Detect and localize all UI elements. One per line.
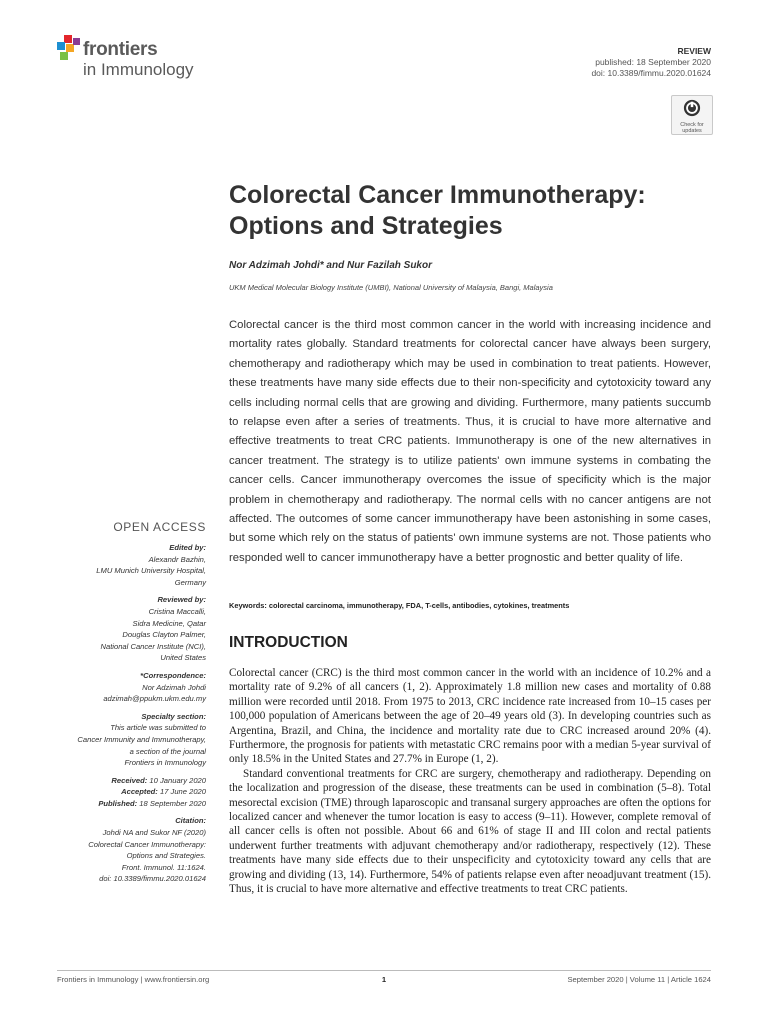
correspondence-email[interactable]: adzimah@ppukm.ukm.edu.my xyxy=(103,694,206,704)
specialty-section-heading: Specialty section: xyxy=(141,711,206,721)
published-date: published: 18 September 2020 xyxy=(595,57,711,67)
article-title: Colorectal Cancer Immunotherapy: Options and Strategies xyxy=(229,181,646,240)
journal-name-line1: frontiers xyxy=(83,39,158,60)
edited-by-heading: Edited by: xyxy=(169,543,206,552)
keywords-text: colorectal carcinoma, immunotherapy, FDA, T-cells, antibodies, cytokines, treatments xyxy=(268,601,570,610)
open-access-label: OPEN ACCESS xyxy=(113,520,206,534)
reviewer-line: United States xyxy=(160,653,206,663)
correspondence-name: Nor Adzimah Johdi xyxy=(142,682,206,692)
keywords-label: Keywords: xyxy=(229,601,267,610)
citation-heading: Citation: xyxy=(175,816,206,826)
article-type: REVIEW xyxy=(677,46,711,56)
article-meta xyxy=(591,46,711,79)
correspondence-heading: *Correspondence: xyxy=(140,670,206,680)
published-date-sidebar: Published: 18 September 2020 xyxy=(98,798,206,808)
affiliation: UKM Medical Molecular Biology Institute (UMBI), National University of Malaysia, Bangi, Malaysia xyxy=(229,283,553,292)
keywords xyxy=(229,601,569,610)
accepted-date: Accepted: 17 June 2020 xyxy=(121,787,206,797)
author-list[interactable]: Nor Adzimah Johdi* and Nur Fazilah Sukor xyxy=(229,260,432,271)
introduction-body xyxy=(229,666,711,897)
specialty-line: Cancer Immunity and Immunotherapy, xyxy=(77,734,206,744)
section-heading-introduction: INTRODUCTION xyxy=(229,634,348,651)
footer-journal-link[interactable]: Frontiers in Immunology | www.frontiersin.org xyxy=(57,975,210,984)
journal-name-line2: in Immunology xyxy=(83,60,194,79)
doi-link[interactable]: doi: 10.3389/fimmu.2020.01624 xyxy=(591,68,711,78)
footer-issue-info: September 2020 | Volume 11 | Article 1624 xyxy=(567,975,711,984)
check-updates-label: Check for updates xyxy=(680,122,704,134)
journal-logo[interactable] xyxy=(57,35,217,83)
body-paragraph: Standard conventional treatments for CRC are surgery, chemotherapy and radiotherapy. Depending on the localization and progression of the disease, these treatments can be used in combination (5–8). Total mesorectal excision (TME) through laparoscopic and transanal surgery approaches are often the options for localized cancer and whenever the tumor location is easy to access (9–11). However, complete removal of all cancer cells is often not possible. About 66 and 61% of stage II and III colon and rectal patients underwent further treatments with adjuvant chemotherapy and/or radiotherapy, respectively (12). These treatments have many side effects due to their unspecificity and cytotoxicity toward any cells that are growing and dividing (13, 14). Furthermore, 54% of patients relapse even after neoadjuvant treatment (15). Thus, it is crucial to have more alternative and effective treatments to treat CRC patients. xyxy=(229,767,711,896)
check-for-updates-button[interactable] xyxy=(671,95,713,135)
update-badge-icon xyxy=(683,99,701,117)
reviewer-line: National Cancer Institute (NCI), xyxy=(100,641,206,651)
citation-line: Johdi NA and Sukor NF (2020) xyxy=(102,828,206,838)
citation-line: Front. Immunol. 11:1624. xyxy=(121,862,206,872)
body-paragraph: Colorectal cancer (CRC) is the third most common cancer in the world with an incidence of 10.2% and a mortality rate of 9.2% of all cancers (1, 2). Approximately 1.8 million new cases and mortality of 0.88 million were recorded until 2018. From 1975 to 2013, CRC incidence rate increased from 10–15 cases per 100,000 population of Americans between the age of 20–49 years old (3). In developing countries such as Argentina, Brazil, and China, the incidence and mortality rate due to CRC increased around 20% (4). Furthermore, the prognosis for patients with metastatic CRC remains poor with a median 5-year survival of only 18.5% in the United States and 27.7% in Europe (1, 2). xyxy=(229,667,711,766)
editor-line: LMU Munich University Hospital, xyxy=(96,566,206,576)
article-sidebar xyxy=(60,520,206,885)
editor-line: Alexandr Bazhin, xyxy=(148,554,206,564)
specialty-line: This article was submitted to xyxy=(110,723,206,733)
citation-doi[interactable]: doi: 10.3389/fimmu.2020.01624 xyxy=(99,874,206,884)
editor-line: Germany xyxy=(174,577,206,587)
reviewer-line: Sidra Medicine, Qatar xyxy=(132,618,206,628)
footer-divider xyxy=(57,970,711,971)
reviewer-line: Cristina Maccalli, xyxy=(148,606,206,616)
specialty-line: Frontiers in Immunology xyxy=(124,758,206,768)
abstract: Colorectal cancer is the third most common cancer in the world with increasing incidence and mortality rates globally. Standard treatments for colorectal cancer have always been surgery, chemotherapy and radiotherapy which may be used in combination to treat patients. However, these treatments have many side effects due to their non-specificity and cytotoxicity toward any cells including normal cells that are growing and dividing. Furthermore, many patients succumb to relapse even after a series of treatments. Thus, it is crucial to have more alternative and effective treatments to treat CRC patients. Immunotherapy is one of the new alternatives in cancer treatment. The strategy is to utilize patients' own immune systems in combating the cancer cells. Cancer immunotherapy overcomes the issue of specificity which is the major problem in chemotherapy and radiotherapy. The normal cells with no cancer antigens are not affected. The outcomes of some cancer immunotherapy have been astonishing in some cases, but some which rely on the status of patients' own immune systems are not. Those patients who responded well to cancer immunotherapy have a better prognostic and better quality of life. xyxy=(229,319,711,564)
reviewed-by-heading: Reviewed by: xyxy=(157,595,206,605)
reviewer-line: Douglas Clayton Palmer, xyxy=(122,630,206,640)
received-date: Received: 10 January 2020 xyxy=(111,775,206,785)
frontiers-logo-icon xyxy=(57,35,81,65)
citation-line: Options and Strategies. xyxy=(126,851,206,861)
page-number: 1 xyxy=(381,975,387,984)
citation-line: Colorectal Cancer Immunotherapy: xyxy=(88,839,206,849)
specialty-line: a section of the journal xyxy=(129,746,206,756)
